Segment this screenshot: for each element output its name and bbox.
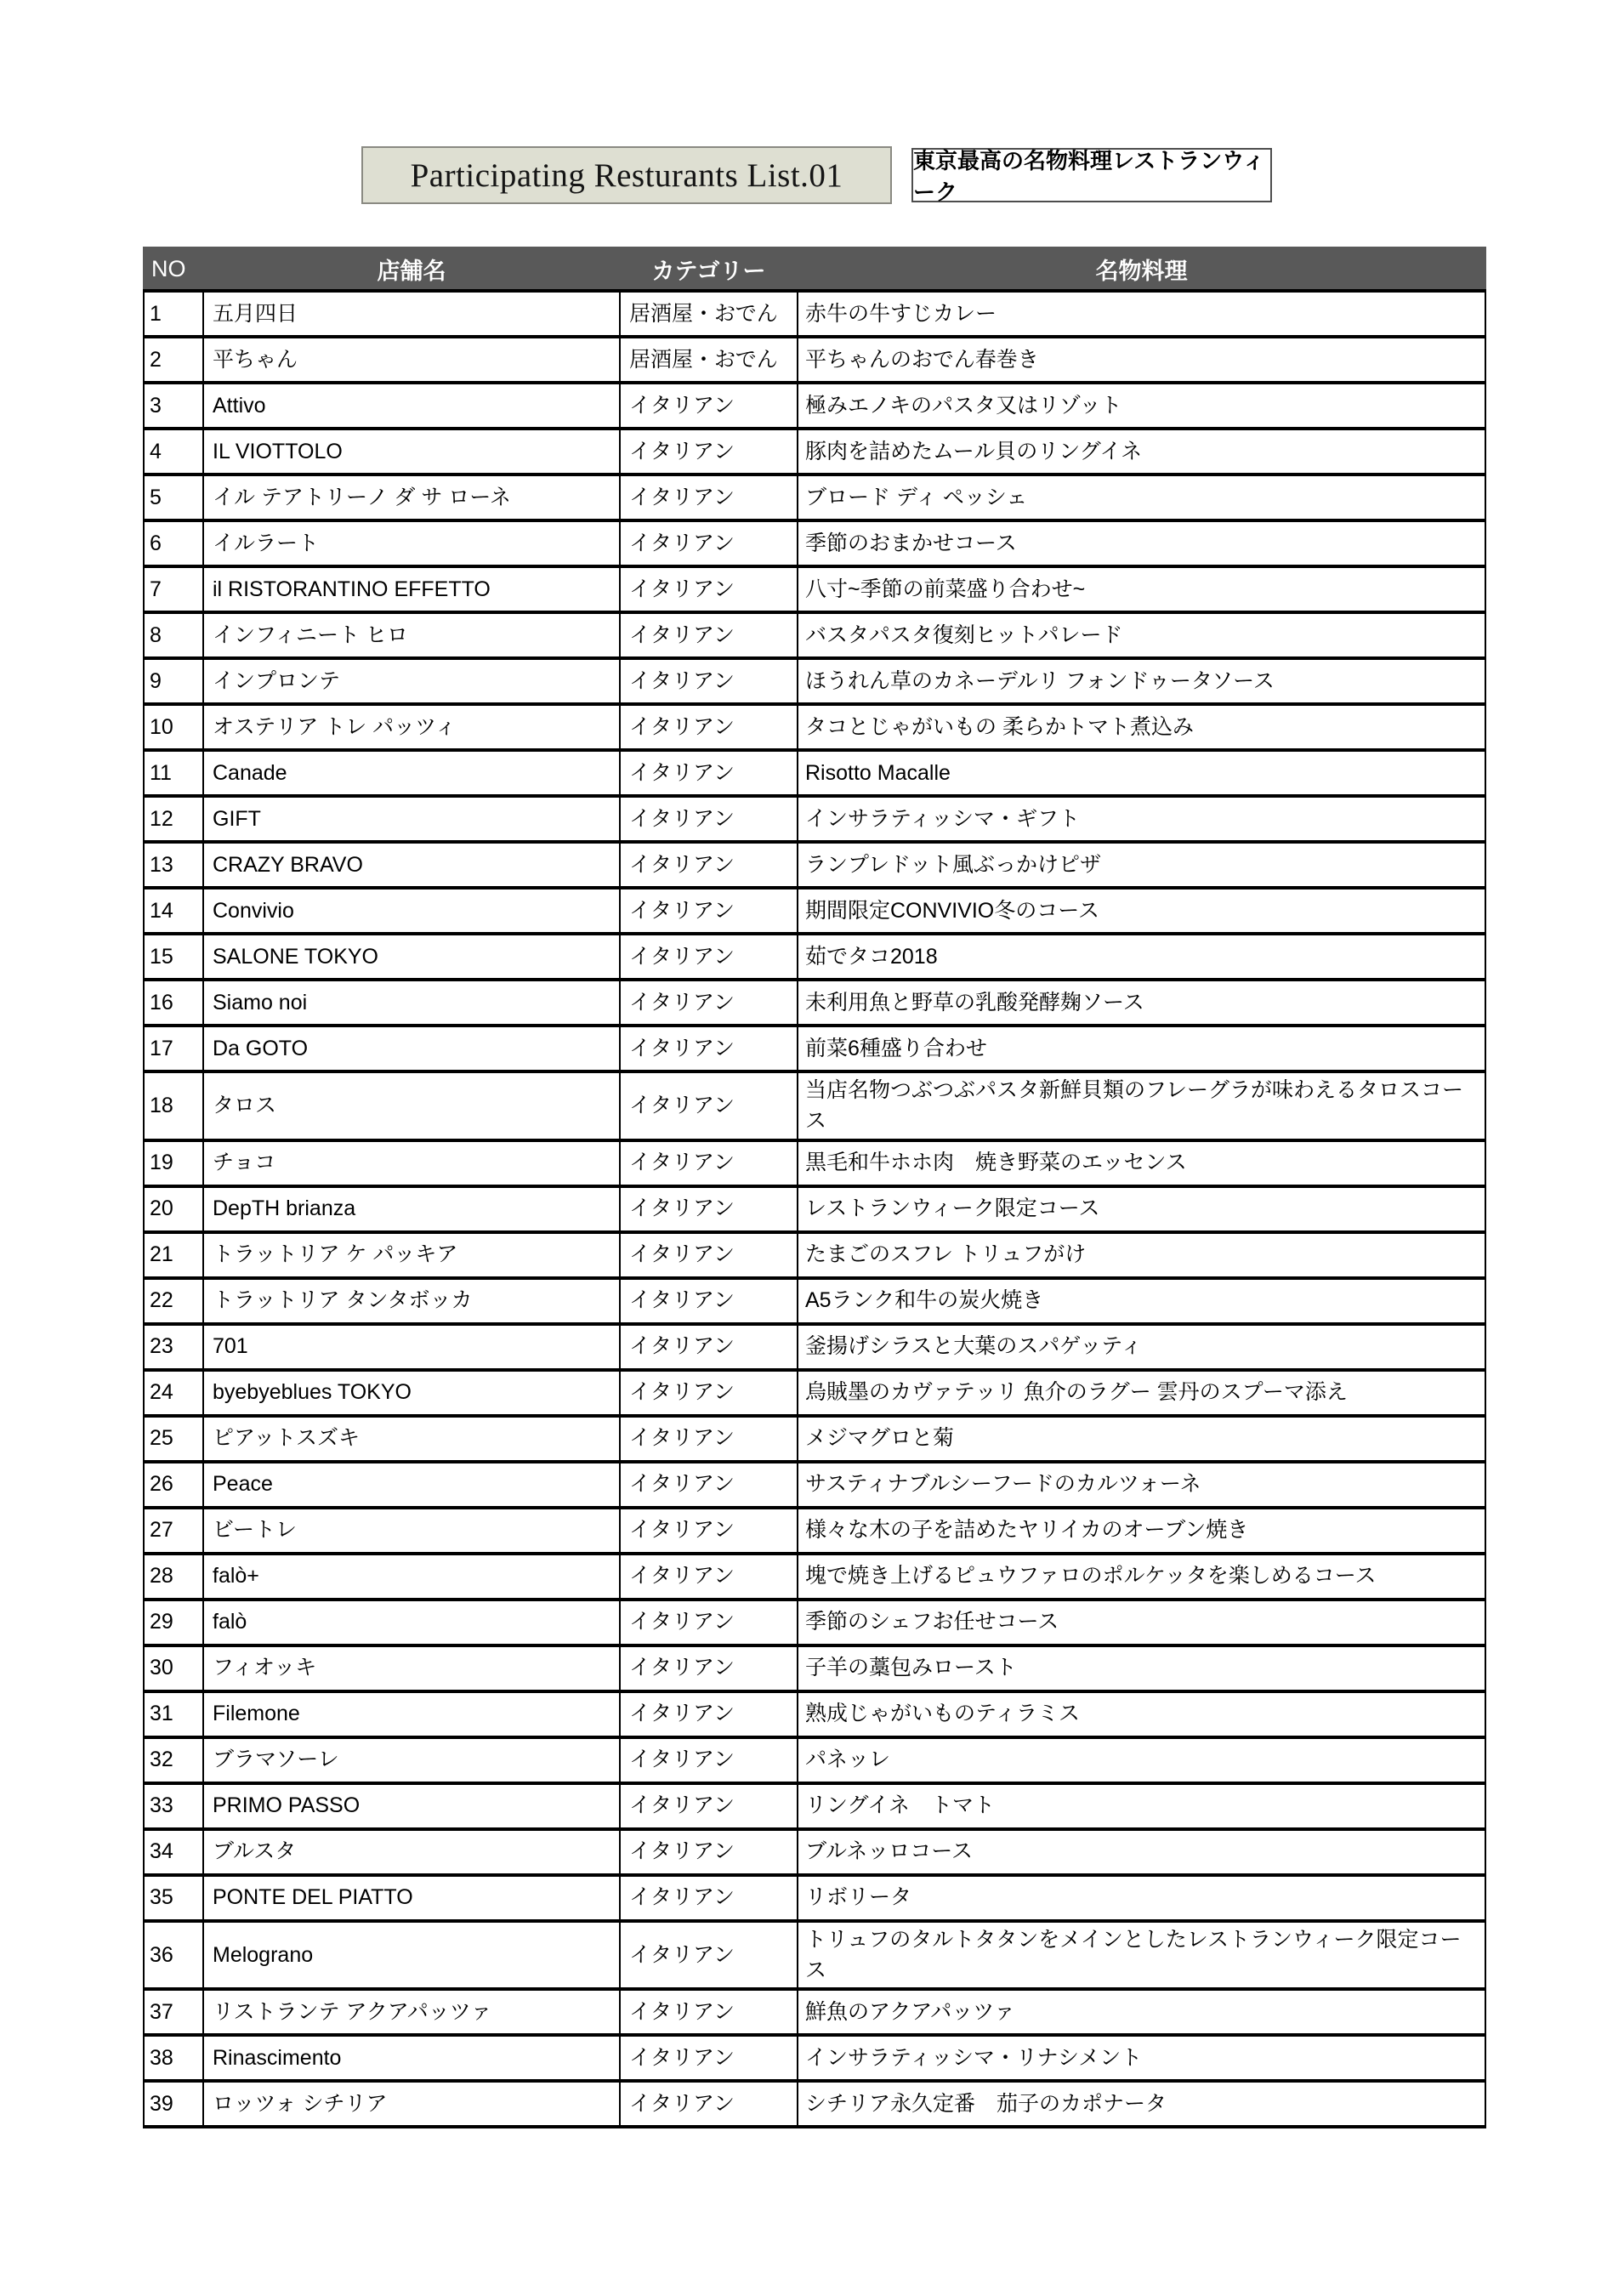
name-cell: IL VIOTTOLO: [203, 429, 620, 475]
table-row: [144, 658, 1485, 704]
name-cell: SALONE TOKYO: [203, 934, 620, 980]
no-cell: 30: [144, 1645, 203, 1691]
cat-cell: イタリアン: [620, 980, 798, 1026]
cat-cell: イタリアン: [620, 1554, 798, 1600]
cat-cell: イタリアン: [620, 1232, 798, 1278]
table-row: [144, 1989, 1485, 2035]
dish-cell: 季節のシェフお任せコース: [798, 1600, 1485, 1645]
table-row: [144, 337, 1485, 383]
dish-cell: ブルネッロコース: [798, 1829, 1485, 1875]
table-row: [144, 888, 1485, 934]
name-cell: ブルスタ: [203, 1829, 620, 1875]
dish-cell: 八寸~季節の前菜盛り合わせ~: [798, 566, 1485, 612]
no-cell: 6: [144, 520, 203, 566]
cat-cell: イタリアン: [620, 1989, 798, 2035]
no-cell: 14: [144, 888, 203, 934]
cat-cell: イタリアン: [620, 796, 798, 842]
no-cell: 25: [144, 1416, 203, 1462]
cat-cell: イタリアン: [620, 750, 798, 796]
dish-cell: 期間限定CONVIVIO冬のコース: [798, 888, 1485, 934]
cat-cell: イタリアン: [620, 1071, 798, 1140]
no-cell: 1: [144, 291, 203, 337]
table-row: [144, 1462, 1485, 1508]
cat-cell: イタリアン: [620, 842, 798, 888]
no-cell: 36: [144, 1921, 203, 1990]
dish-cell: トリュフのタルトタタンをメインとしたレストランウィーク限定コース: [798, 1921, 1485, 1990]
dish-cell: メジマグロと菊: [798, 1416, 1485, 1462]
table-row: [144, 291, 1485, 337]
cat-cell: イタリアン: [620, 1508, 798, 1554]
table-row: [144, 1186, 1485, 1232]
name-cell: イル テアトリーノ ダ サ ローネ: [203, 475, 620, 520]
no-cell: 38: [144, 2035, 203, 2081]
cat-cell: イタリアン: [620, 566, 798, 612]
table-row: [144, 1140, 1485, 1186]
name-cell: Da GOTO: [203, 1026, 620, 1071]
no-cell: 34: [144, 1829, 203, 1875]
table-row: [144, 429, 1485, 475]
dish-cell: ブロード ディ ペッシェ: [798, 475, 1485, 520]
table-row: [144, 2035, 1485, 2081]
table-row: [144, 475, 1485, 520]
cat-cell: イタリアン: [620, 1416, 798, 1462]
name-cell: Filemone: [203, 1691, 620, 1737]
cat-cell: イタリアン: [620, 1026, 798, 1071]
name-cell: DepTH brianza: [203, 1186, 620, 1232]
no-cell: 7: [144, 566, 203, 612]
name-cell: falò: [203, 1600, 620, 1645]
table-row: [144, 520, 1485, 566]
dish-cell: 烏賊墨のカヴァテッリ 魚介のラグー 雲丹のスプーマ添え: [798, 1370, 1485, 1416]
name-cell: PRIMO PASSO: [203, 1783, 620, 1829]
dish-cell: Risotto Macalle: [798, 750, 1485, 796]
table-row: [144, 934, 1485, 980]
dish-cell: 茹でタコ2018: [798, 934, 1485, 980]
table-row: [144, 566, 1485, 612]
table-row: [144, 1232, 1485, 1278]
no-cell: 23: [144, 1324, 203, 1370]
cat-cell: イタリアン: [620, 658, 798, 704]
dish-cell: シチリア永久定番 茄子のカポナータ: [798, 2081, 1485, 2127]
restaurant-table: [143, 247, 1486, 2128]
cat-cell: イタリアン: [620, 1324, 798, 1370]
name-cell: Peace: [203, 1462, 620, 1508]
cat-cell: イタリアン: [620, 1737, 798, 1783]
no-cell: 3: [144, 383, 203, 429]
no-cell: 18: [144, 1071, 203, 1140]
cat-cell: イタリアン: [620, 704, 798, 750]
table-header: [144, 247, 1485, 291]
name-cell: トラットリア ケ パッキア: [203, 1232, 620, 1278]
cat-cell: イタリアン: [620, 429, 798, 475]
name-cell: ブラマソーレ: [203, 1737, 620, 1783]
name-cell: オステリア トレ パッツィ: [203, 704, 620, 750]
table-row: [144, 1875, 1485, 1921]
table-row: [144, 1554, 1485, 1600]
cat-cell: イタリアン: [620, 475, 798, 520]
dish-cell: 塊で焼き上げるピュウファロのポルケッタを楽しめるコース: [798, 1554, 1485, 1600]
name-cell: Melograno: [203, 1921, 620, 1990]
no-cell: 16: [144, 980, 203, 1026]
table-row: [144, 1829, 1485, 1875]
name-cell: タロス: [203, 1071, 620, 1140]
table-row: [144, 704, 1485, 750]
name-cell: 701: [203, 1324, 620, 1370]
name-cell: ビートレ: [203, 1508, 620, 1554]
dish-cell: 黒毛和牛ホホ肉 焼き野菜のエッセンス: [798, 1140, 1485, 1186]
dish-cell: 豚肉を詰めたムール貝のリングイネ: [798, 429, 1485, 475]
table-row: [144, 750, 1485, 796]
cat-cell: イタリアン: [620, 1875, 798, 1921]
table-row: [144, 1324, 1485, 1370]
no-cell: 12: [144, 796, 203, 842]
column-header-no: NO: [144, 247, 203, 291]
cat-cell: イタリアン: [620, 934, 798, 980]
name-cell: Convivio: [203, 888, 620, 934]
name-cell: ピアットスズキ: [203, 1416, 620, 1462]
dish-cell: 前菜6種盛り合わせ: [798, 1026, 1485, 1071]
cat-cell: イタリアン: [620, 612, 798, 658]
table-row: [144, 1370, 1485, 1416]
dish-cell: レストランウィーク限定コース: [798, 1186, 1485, 1232]
no-cell: 9: [144, 658, 203, 704]
table-row: [144, 1737, 1485, 1783]
column-header-dish: 名物料理: [798, 247, 1485, 291]
name-cell: byebyeblues TOKYO: [203, 1370, 620, 1416]
table-row: [144, 1645, 1485, 1691]
table-row: [144, 1921, 1485, 1990]
no-cell: 22: [144, 1278, 203, 1324]
name-cell: Attivo: [203, 383, 620, 429]
no-cell: 20: [144, 1186, 203, 1232]
name-cell: falò+: [203, 1554, 620, 1600]
restaurant-table-body: [144, 291, 1485, 2127]
name-cell: フィオッキ: [203, 1645, 620, 1691]
no-cell: 29: [144, 1600, 203, 1645]
dish-cell: ほうれん草のカネーデルリ フォンドゥータソース: [798, 658, 1485, 704]
name-cell: il RISTORANTINO EFFETTO: [203, 566, 620, 612]
cat-cell: イタリアン: [620, 1186, 798, 1232]
column-header-category: カテゴリー: [620, 247, 798, 291]
no-cell: 33: [144, 1783, 203, 1829]
no-cell: 39: [144, 2081, 203, 2127]
cat-cell: イタリアン: [620, 2035, 798, 2081]
cat-cell: イタリアン: [620, 1921, 798, 1990]
name-cell: トラットリア タンタボッカ: [203, 1278, 620, 1324]
no-cell: 11: [144, 750, 203, 796]
no-cell: 31: [144, 1691, 203, 1737]
no-cell: 4: [144, 429, 203, 475]
dish-cell: 平ちゃんのおでん春巻き: [798, 337, 1485, 383]
cat-cell: イタリアン: [620, 1140, 798, 1186]
table-row: [144, 1026, 1485, 1071]
table-row: [144, 1416, 1485, 1462]
name-cell: チョコ: [203, 1140, 620, 1186]
page-title: Participating Resturants List.01: [361, 146, 892, 204]
cat-cell: イタリアン: [620, 1600, 798, 1645]
no-cell: 37: [144, 1989, 203, 2035]
dish-cell: A5ランク和牛の炭火焼き: [798, 1278, 1485, 1324]
dish-cell: リングイネ トマト: [798, 1783, 1485, 1829]
cat-cell: イタリアン: [620, 1783, 798, 1829]
dish-cell: 釜揚げシラスと大葉のスパゲッティ: [798, 1324, 1485, 1370]
no-cell: 10: [144, 704, 203, 750]
name-cell: Canade: [203, 750, 620, 796]
dish-cell: 極みエノキのパスタ又はリゾット: [798, 383, 1485, 429]
cat-cell: イタリアン: [620, 2081, 798, 2127]
table-row: [144, 1600, 1485, 1645]
no-cell: 15: [144, 934, 203, 980]
table-row: [144, 1691, 1485, 1737]
cat-cell: イタリアン: [620, 888, 798, 934]
dish-cell: 未利用魚と野草の乳酸発酵麹ソース: [798, 980, 1485, 1026]
column-header-store-name: 店舗名: [203, 247, 620, 291]
cat-cell: 居酒屋・おでん: [620, 337, 798, 383]
no-cell: 2: [144, 337, 203, 383]
no-cell: 19: [144, 1140, 203, 1186]
no-cell: 8: [144, 612, 203, 658]
dish-cell: バスタパスタ復刻ヒットパレード: [798, 612, 1485, 658]
no-cell: 27: [144, 1508, 203, 1554]
dish-cell: 当店名物つぶつぶパスタ新鮮貝類のフレーグラが味わえるタロスコース: [798, 1071, 1485, 1140]
name-cell: CRAZY BRAVO: [203, 842, 620, 888]
cat-cell: イタリアン: [620, 520, 798, 566]
table-row: [144, 1278, 1485, 1324]
dish-cell: インサラティッシマ・ギフト: [798, 796, 1485, 842]
no-cell: 21: [144, 1232, 203, 1278]
name-cell: ロッツォ シチリア: [203, 2081, 620, 2127]
dish-cell: 鮮魚のアクアパッツァ: [798, 1989, 1485, 2035]
cat-cell: イタリアン: [620, 1462, 798, 1508]
no-cell: 26: [144, 1462, 203, 1508]
name-cell: イルラート: [203, 520, 620, 566]
table-row: [144, 612, 1485, 658]
no-cell: 5: [144, 475, 203, 520]
dish-cell: 赤牛の牛すじカレー: [798, 291, 1485, 337]
name-cell: リストランテ アクアパッツァ: [203, 1989, 620, 2035]
dish-cell: 様々な木の子を詰めたヤリイカのオーブン焼き: [798, 1508, 1485, 1554]
dish-cell: タコとじゃがいもの 柔らかトマト煮込み: [798, 704, 1485, 750]
cat-cell: イタリアン: [620, 1645, 798, 1691]
table-row: [144, 1071, 1485, 1140]
dish-cell: インサラティッシマ・リナシメント: [798, 2035, 1485, 2081]
name-cell: 平ちゃん: [203, 337, 620, 383]
table-row: [144, 1508, 1485, 1554]
name-cell: インフィニート ヒロ: [203, 612, 620, 658]
table-row: [144, 980, 1485, 1026]
table-header-row: [144, 247, 1485, 291]
dish-cell: たまごのスフレ トリュフがけ: [798, 1232, 1485, 1278]
dish-cell: 熟成じゃがいものティラミス: [798, 1691, 1485, 1737]
dish-cell: 季節のおまかせコース: [798, 520, 1485, 566]
no-cell: 24: [144, 1370, 203, 1416]
table-row: [144, 842, 1485, 888]
dish-cell: リボリータ: [798, 1875, 1485, 1921]
no-cell: 17: [144, 1026, 203, 1071]
dish-cell: サスティナブルシーフードのカルツォーネ: [798, 1462, 1485, 1508]
dish-cell: ランプレドット風ぶっかけピザ: [798, 842, 1485, 888]
name-cell: 五月四日: [203, 291, 620, 337]
cat-cell: 居酒屋・おでん: [620, 291, 798, 337]
table-row: [144, 2081, 1485, 2127]
cat-cell: イタリアン: [620, 1370, 798, 1416]
dish-cell: パネッレ: [798, 1737, 1485, 1783]
no-cell: 28: [144, 1554, 203, 1600]
name-cell: PONTE DEL PIATTO: [203, 1875, 620, 1921]
cat-cell: イタリアン: [620, 1829, 798, 1875]
cat-cell: イタリアン: [620, 1278, 798, 1324]
name-cell: Rinascimento: [203, 2035, 620, 2081]
table-row: [144, 383, 1485, 429]
dish-cell: 子羊の藁包みロースト: [798, 1645, 1485, 1691]
cat-cell: イタリアン: [620, 383, 798, 429]
no-cell: 13: [144, 842, 203, 888]
name-cell: Siamo noi: [203, 980, 620, 1026]
no-cell: 32: [144, 1737, 203, 1783]
table-row: [144, 1783, 1485, 1829]
page-subtitle-japanese: 東京最高の名物料理レストランウィーク: [911, 148, 1272, 202]
table-row: [144, 796, 1485, 842]
name-cell: GIFT: [203, 796, 620, 842]
name-cell: インプロンテ: [203, 658, 620, 704]
no-cell: 35: [144, 1875, 203, 1921]
cat-cell: イタリアン: [620, 1691, 798, 1737]
